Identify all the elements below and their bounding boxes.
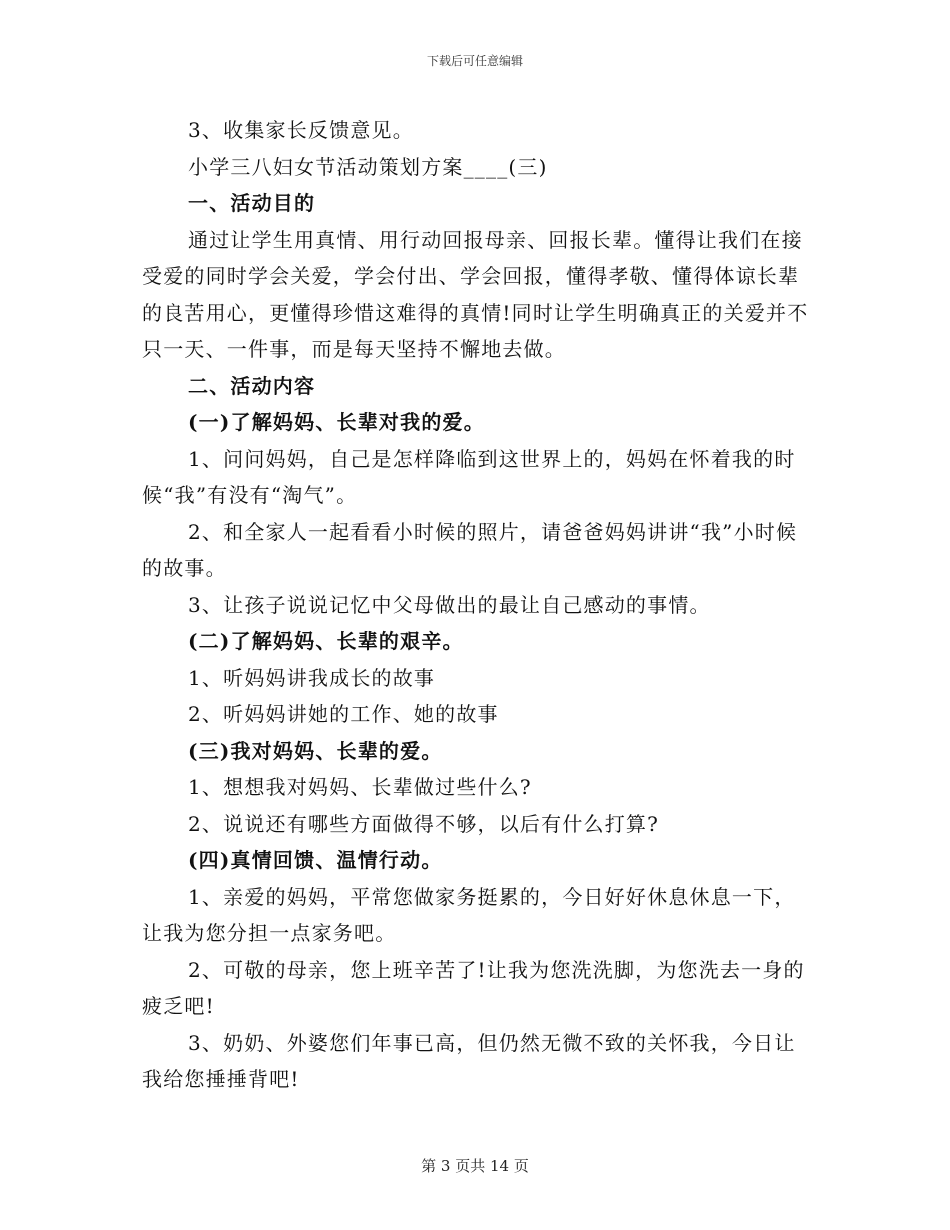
page-header: 下载后可任意编辑 — [426, 54, 523, 68]
section-heading: 一、活动目的 — [188, 191, 316, 215]
paragraph: 1、问问妈妈，自己是怎样降临到这世界上的，妈妈在怀着我的时候“我”有没有“淘气”。 — [142, 446, 796, 507]
subsection-heading: (三)我对妈妈、长辈的爱。 — [188, 738, 443, 763]
paragraph: 通过让学生用真情、用行动回报母亲、回报长辈。懂得让我们在接受爱的同时学会关爱，学会付出、学会回报，懂得孝敬、懂得体谅长辈的良苦用心，更懂得珍惜这难得的真情!同时让学生明确真正的关爱并不只一天、一件事，而是每天坚持不懈地去做。 — [142, 227, 809, 361]
paragraph: 2、听妈妈讲她的工作、她的故事 — [188, 702, 499, 726]
paragraph: 小学三八妇女节活动策划方案____(三) — [188, 154, 548, 179]
paragraph: 2、说说还有哪些方面做得不够，以后有什么打算? — [188, 811, 660, 836]
paragraph: 2、和全家人一起看看小时候的照片，请爸爸妈妈讲讲“我”小时候的故事。 — [142, 519, 798, 580]
paragraph: 1、想想我对妈妈、长辈做过些什么? — [188, 775, 532, 799]
subsection-heading: (二)了解妈妈、长辈的艰辛。 — [188, 629, 464, 653]
paragraph: 3、奶奶、外婆您们年事已高，但仍然无微不致的关怀我，今日让我给您捶捶背吧! — [142, 1030, 796, 1091]
paragraph: 3、收集家长反馈意见。 — [188, 118, 414, 142]
paragraph: 1、亲爱的妈妈，平常您做家务挺累的，今日好好休息休息一下，让我为您分担一点家务吧。 — [142, 884, 796, 945]
subsection-heading: (一)了解妈妈、长辈对我的爱。 — [188, 410, 485, 434]
section-heading: 二、活动内容 — [188, 373, 316, 398]
paragraph: 1、听妈妈讲我成长的故事 — [188, 665, 436, 690]
paragraph: 3、让孩子说说记忆中父母做出的最让自己感动的事情。 — [188, 592, 711, 617]
paragraph: 2、可敬的母亲，您上班辛苦了!让我为您洗洗脚，为您洗去一身的疲乏吧! — [142, 957, 805, 1018]
document-body — [142, 112, 812, 1098]
subsection-heading: (四)真情回馈、温情行动。 — [188, 848, 443, 872]
page-footer: 第 3 页共 14 页 — [421, 1157, 529, 1175]
